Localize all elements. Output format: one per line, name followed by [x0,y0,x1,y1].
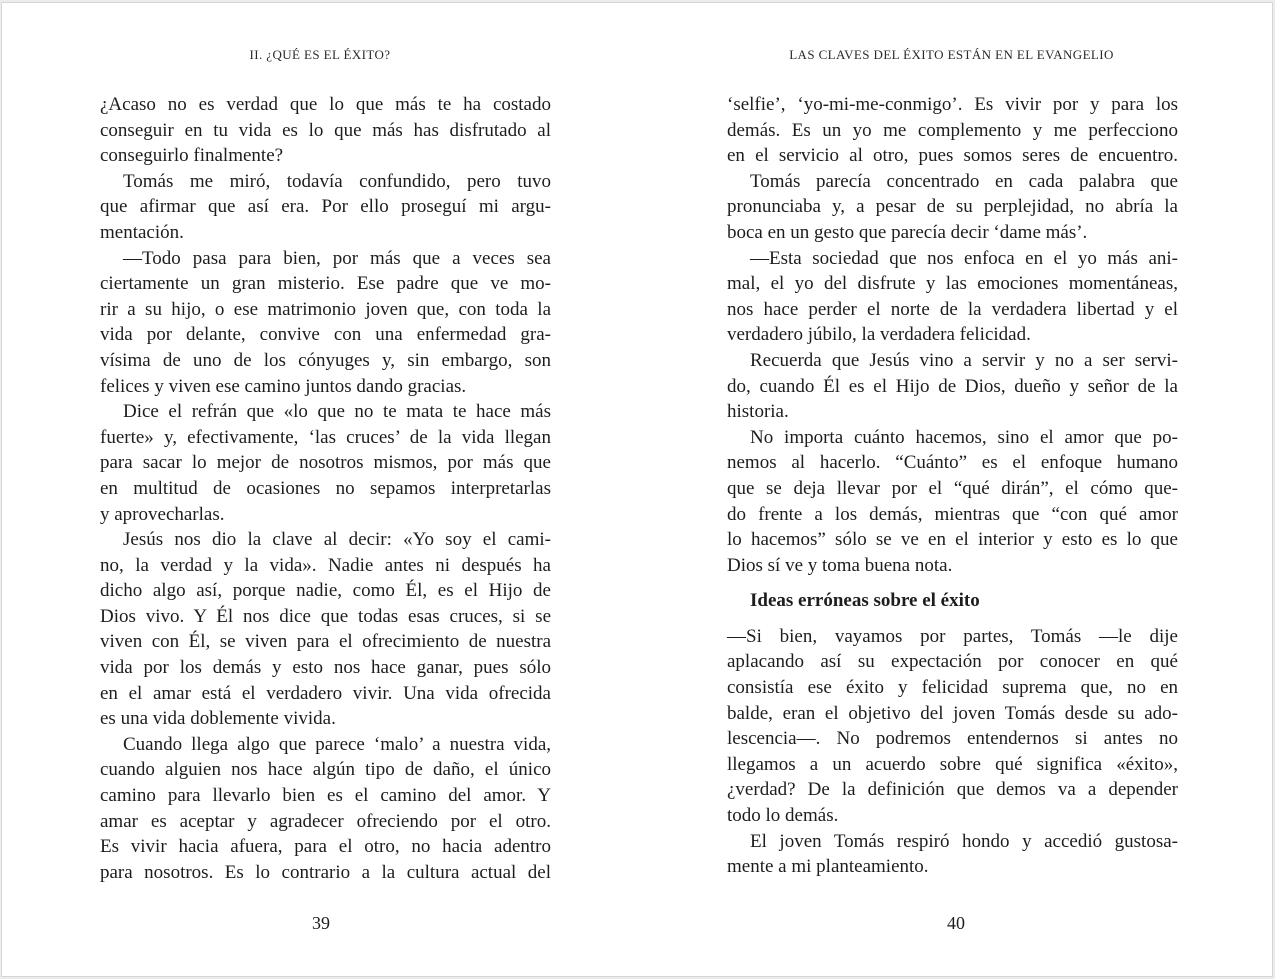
text-line: vísima de uno de los cónyuges y, sin embargo, son [100,349,551,371]
text-line: verdadero júbilo, la verdadera felicidad. [727,324,1031,346]
text-line: do, cuando Él es el Hijo de Dios, dueño y señor de la [727,375,1178,397]
text-line: Tomás me miró, todavía confundido, pero tuvo [123,170,551,192]
text-line: viven con Él, se viven para el ofrecimiento de nuestra [100,631,551,653]
text-line: no, la verdad y la vida». Nadie antes ni después ha [100,554,551,576]
text-line: en el servicio al otro, pues somos seres de encuentro. [727,145,1178,167]
text-line: lo hacemos” sólo se ve en el interior y esto es lo que [727,529,1178,551]
text-line: todo lo demás. [727,805,839,827]
text-line: No importa cuánto hacemos, sino el amor que po- [750,426,1178,448]
text-line: para sacar lo mejor de nosotros mismos, por más que [100,452,551,474]
text-line: ciertamente un gran misterio. Ese padre que ve mo- [100,273,551,295]
running-head-left: II. ¿QUÉ ES EL ÉXITO? [249,47,391,62]
text-line: Recuerda que Jesús vino a servir y no a ser servi- [750,349,1178,371]
text-line: balde, eran el objetivo del joven Tomás desde su ado- [727,702,1178,724]
text-line: para nosotros. Es lo contrario a la cultura actual del [100,861,551,883]
text-line: aplacando así su expectación por conocer en qué [727,651,1178,673]
text-line: —Todo pasa para bien, por más que a veces sea [123,247,551,269]
text-line: Dios vivo. Y Él nos dice que todas esas cruces, si se [100,605,551,627]
text-line: Cuando llega algo que parece ‘malo’ a nuestra vida, [123,733,551,755]
text-line: nemos al hacerlo. “Cuánto” es el enfoque humano [727,452,1178,474]
page-number-left: 39 [312,913,330,933]
text-line: historia. [727,401,789,423]
text-line: demás. Es un yo me complemento y me perfecciono [727,119,1178,141]
text-line: —Esta sociedad que nos enfoca en el yo más ani- [750,247,1178,269]
text-line: que se deja llevar por el “qué dirán”, el cómo que- [727,477,1178,499]
text-line: vida por delante, convive con una enfermedad gra- [100,324,551,346]
right-page [638,3,1274,976]
text-line: camino para llevarlo bien es el camino del amor. Y [100,785,551,807]
text-line: Dice el refrán que «lo que no te mata te hace más [123,401,551,423]
text-line: consistía ese éxito y felicidad suprema que, no en [727,677,1178,699]
left-page [2,3,638,976]
text-line: —Si bien, vayamos por partes, Tomás —le dije [727,625,1178,647]
running-head-right: LAS CLAVES DEL ÉXITO ESTÁN EN EL EVANGELIO [789,47,1114,62]
right-page-body [727,92,1178,880]
text-line: cuando alguien nos hace algún tipo de daño, el único [100,759,551,781]
text-line: nos hace perder el norte de la verdadera libertad y el [727,298,1178,320]
text-line: ¿verdad? De la definición que demos va a depender [727,779,1178,801]
text-line: felices y viven ese camino juntos dando gracias. [100,375,467,397]
text-line: en el amar está el verdadero vivir. Una vida ofrecida [100,682,551,704]
text-line: Es vivir hacia afuera, para el otro, no hacia adentro [100,836,551,858]
text-line: dicho algo así, porque nadie, como Él, es el Hijo de [100,580,551,602]
text-line: llegamos a un acuerdo sobre qué significa «éxito», [727,753,1178,775]
text-line: ‘selfie’, ‘yo-mi-me-conmigo’. Es vivir por y para los [727,94,1178,115]
left-page-body [100,92,551,885]
text-line: ¿Acaso no es verdad que lo que más te ha costado [100,94,551,115]
text-line: es una vida doblemente vivida. [100,708,336,730]
page-number-right: 40 [947,913,965,933]
text-line: rir a su hijo, o ese matrimonio joven que, con toda la [100,298,551,320]
text-line: que afirmar que así era. Por ello proseguí mi argu- [100,196,551,218]
text-line: Tomás parecía concentrado en cada palabra que [750,170,1178,192]
text-line: amar es aceptar y agradecer ofreciendo por el otro. [100,810,551,832]
text-line: pronunciaba y, a pesar de su perplejidad, no abría la [727,196,1178,218]
text-line: lescencia—. No podremos entendernos si antes no [727,728,1178,750]
text-line: Dios sí ve y toma buena nota. [727,554,953,576]
text-line: boca en un gesto que parecía decir ‘dame más’. [727,221,1088,243]
text-line: Jesús nos dio la clave al decir: «Yo soy el cami- [123,529,551,551]
text-line: y aprovecharlas. [100,503,225,525]
book-spread [1,2,1273,977]
text-line: conseguirlo finalmente? [100,145,284,167]
text-line: vida por los demás y esto nos hace ganar, pues sólo [100,657,551,679]
text-line: do frente a los demás, mientras que “con qué amor [727,503,1178,525]
text-line: mente a mi planteamiento. [727,856,929,878]
text-line: en multitud de ocasiones no sepamos interpretarlas [100,477,551,499]
text-line: mentación. [100,221,184,243]
text-line: fuerte» y, efectivamente, ‘las cruces’ de la vida llegan [100,426,551,448]
text-line: conseguir en tu vida es lo que más has disfrutado al [100,119,551,141]
text-line: mal, el yo del disfrute y las emociones momentáneas, [727,273,1178,295]
text-line: El joven Tomás respiró hondo y accedió gustosa- [750,830,1178,852]
section-heading: Ideas erróneas sobre el éxito [750,590,980,612]
